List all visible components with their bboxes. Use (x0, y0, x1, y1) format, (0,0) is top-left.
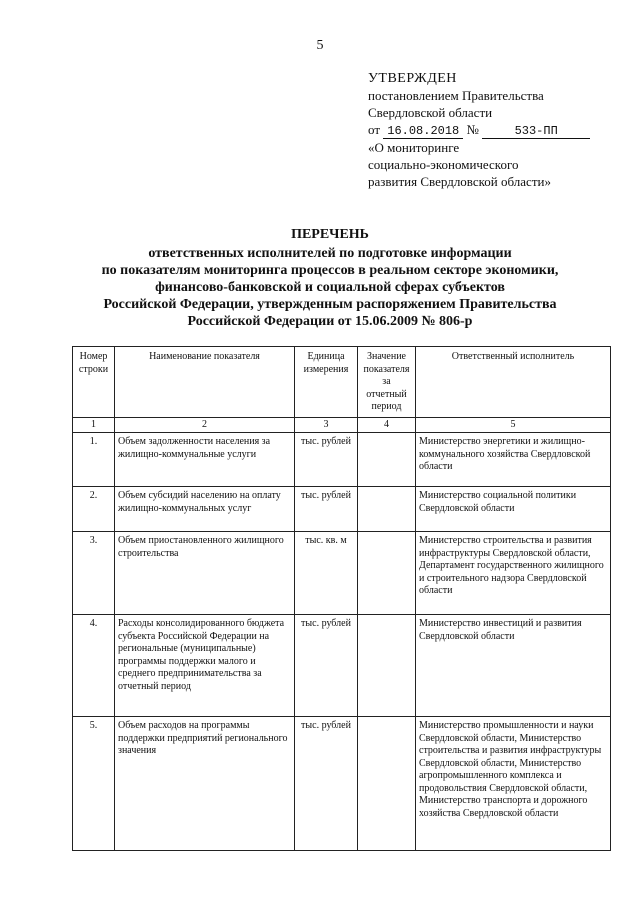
row-executor: Министерство строительства и развития инфраструктуры Свердловской области, Департамент государственного жилищного и строительного надзора Свердловской области (416, 532, 611, 615)
approval-line-2: Свердловской области (368, 105, 493, 120)
row-value (358, 532, 416, 615)
column-number: 1 (73, 417, 115, 433)
column-number: 4 (358, 417, 416, 433)
table-row (73, 717, 611, 851)
page-number: 5 (316, 38, 324, 53)
column-number: 3 (295, 417, 358, 433)
approval-date: 16.08.2018 (383, 124, 463, 139)
table-row (73, 615, 611, 717)
row-unit: тыс. кв. м (295, 532, 358, 615)
heading-line: Российской Федерации от 15.06.2009 № 806-р (187, 314, 473, 329)
doc-title-line-3: развития Свердловской области» (368, 174, 551, 189)
document-heading (60, 226, 600, 330)
row-number: 1. (73, 433, 115, 487)
approval-date-line (368, 121, 608, 139)
row-executor: Министерство энергетики и жилищно-коммунального хозяйства Свердловской области (416, 433, 611, 487)
row-executor: Министерство инвестиций и развития Свердловской области (416, 615, 611, 717)
row-unit: тыс. рублей (295, 717, 358, 851)
table-row (73, 487, 611, 532)
row-value (358, 433, 416, 487)
executors-table (72, 346, 611, 851)
row-unit: тыс. рублей (295, 433, 358, 487)
row-unit: тыс. рублей (295, 487, 358, 532)
heading-line: финансово-банковской и социальной сферах субъектов (155, 280, 505, 295)
header-indicator-name: Наименование показателя (115, 347, 295, 418)
column-number-row (73, 417, 611, 433)
approval-line-1: постановлением Правительства (368, 88, 544, 103)
row-value (358, 487, 416, 532)
heading-line: по показателям мониторинга процессов в реальном секторе экономики, (101, 263, 559, 278)
column-number: 5 (416, 417, 611, 433)
row-indicator-name: Объем расходов на программы поддержки предприятий регионального значения (115, 717, 295, 851)
row-number: 5. (73, 717, 115, 851)
header-value: Значение показателя за отчетный период (358, 347, 416, 418)
row-number: 4. (73, 615, 115, 717)
date-prefix: от (368, 122, 381, 137)
table-header-row (73, 347, 611, 418)
row-executor: Министерство социальной политики Свердловской области (416, 487, 611, 532)
row-indicator-name: Расходы консолидированного бюджета субъекта Российской Федерации на региональные (муниципальные) программы поддержки малого и среднего предпринимательства за отчетный период (115, 615, 295, 717)
table-row (73, 433, 611, 487)
number-prefix: № (466, 122, 479, 137)
table-row (73, 532, 611, 615)
column-number: 2 (115, 417, 295, 433)
heading-line: ответственных исполнителей по подготовке информации (148, 246, 512, 261)
row-number: 2. (73, 487, 115, 532)
row-value (358, 615, 416, 717)
row-indicator-name: Объем субсидий населению на оплату жилищно-коммунальных услуг (115, 487, 295, 532)
doc-title-line-2: социально-экономического (368, 157, 519, 172)
row-indicator-name: Объем приостановленного жилищного строительства (115, 532, 295, 615)
approval-title: УТВЕРЖДЕН (368, 71, 457, 86)
header-unit: Единица измерения (295, 347, 358, 418)
row-value (358, 717, 416, 851)
row-executor: Министерство промышленности и науки Свердловской области, Министерство строительства и развития инфраструктуры Свердловской области, Министерство агропромышленного комплекса и продовольствия Свердловской области, Министерство транспорта и дорожного хозяйства Свердловской области (416, 717, 611, 851)
approval-number: 533-ПП (482, 124, 590, 139)
doc-title-line-1: «О мониторинге (368, 140, 460, 155)
header-executor: Ответственный исполнитель (416, 347, 611, 418)
row-indicator-name: Объем задолженности населения за жилищно-коммунальные услуги (115, 433, 295, 487)
row-number: 3. (73, 532, 115, 615)
heading-title: ПЕРЕЧЕНЬ (291, 227, 369, 242)
approval-block (368, 70, 608, 190)
heading-line: Российской Федерации, утвержденным распоряжением Правительства (103, 297, 557, 312)
header-row-number: Номер строки (73, 347, 115, 418)
row-unit: тыс. рублей (295, 615, 358, 717)
